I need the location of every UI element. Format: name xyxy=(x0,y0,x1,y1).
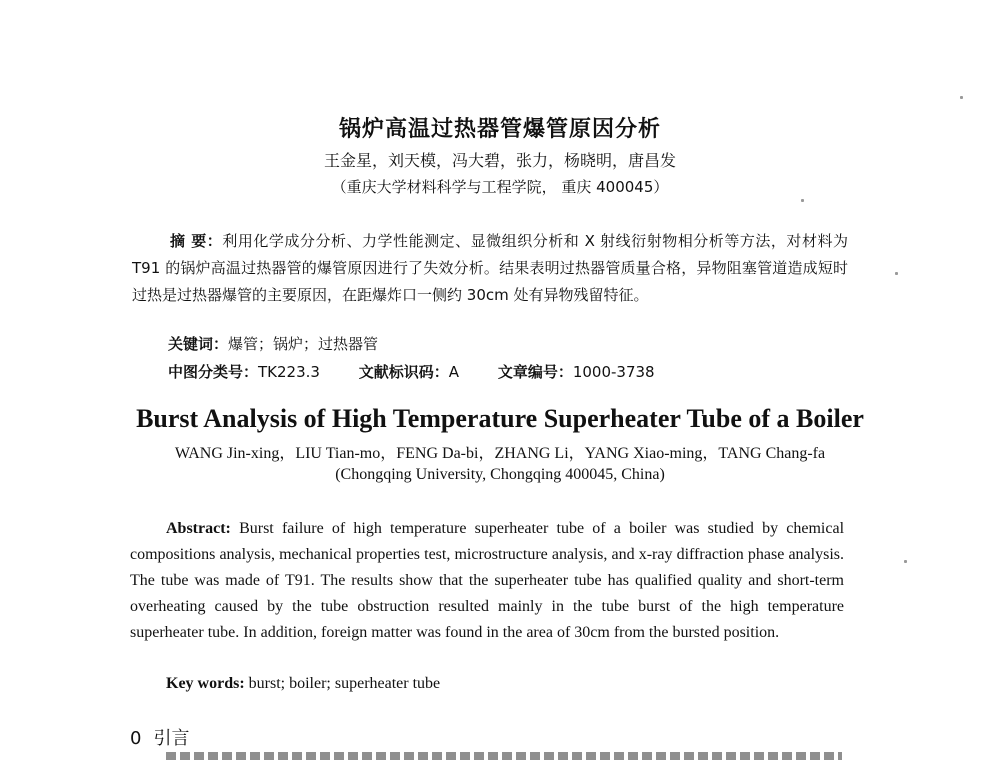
english-abstract-label: Abstract: xyxy=(166,520,231,537)
cutoff-text-line xyxy=(166,752,842,760)
english-keywords-label: Key words: xyxy=(166,675,245,692)
scan-speck xyxy=(895,272,898,275)
english-title: Burst Analysis of High Temperature Superheater Tube of a Boiler xyxy=(136,404,864,433)
chinese-affiliation: （重庆大学材料科学与工程学院， 重庆 400045） xyxy=(331,178,669,196)
chinese-authors: 王金星，刘天模，冯大碧，张力，杨晓明，唐昌发 xyxy=(323,151,676,170)
section-heading-introduction xyxy=(130,724,189,750)
english-abstract-text: Burst failure of high temperature superheater tube of a boiler was studied by chemical compositions analysis, mechanical properties test, microstructure analysis, and x-ray diffraction phase analysis. The tube was made of T91. The results show that the superheater tube has qualified quality and short-term overheating caused by the tube obstruction resulted mainly in the tube burst of the high temperature superheater tube. In addition, foreign matter was found in the area of 30cm from the bursted position. xyxy=(130,520,845,641)
section-number: 0 xyxy=(130,728,142,749)
clc-label: 中图分类号： xyxy=(168,363,259,381)
article-number-label: 文章编号： xyxy=(497,363,573,381)
chinese-abstract xyxy=(132,228,848,309)
chinese-keywords-text: 爆管；锅炉；过热器管 xyxy=(228,335,379,353)
chinese-abstract-text: 利用化学成分分析、力学性能测定、显微组织分析和 X 射线衍射物相分析等方法，对材料为 T91 的锅炉高温过热器管的爆管原因进行了失效分析。结果表明过热器管质量合格，异物阻塞管道造成短时过热是过热器爆管的主要原因，在距爆炸口一侧约 30cm 处有异物残留特征。 xyxy=(132,232,848,304)
document-code-value: A xyxy=(448,363,460,381)
clc-value: TK223.3 xyxy=(258,363,320,381)
scan-speck xyxy=(960,96,963,99)
scan-speck xyxy=(904,560,907,563)
truncated-body-text xyxy=(166,752,842,760)
clc-number xyxy=(168,361,320,382)
english-keywords xyxy=(166,675,440,693)
english-abstract xyxy=(130,516,844,646)
document-code-label: 文献标识码： xyxy=(358,363,449,381)
chinese-keywords xyxy=(168,333,378,354)
english-authors: WANG Jin-xing，LIU Tian-mo，FENG Da-bi，ZHANG Li，YANG Xiao-ming，TANG Chang-fa xyxy=(174,445,826,462)
article-number xyxy=(498,361,655,382)
article-number-value: 1000-3738 xyxy=(572,363,655,381)
chinese-abstract-label: 摘 要： xyxy=(170,232,223,250)
english-affiliation: (Chongqing University, Chongqing 400045, China) xyxy=(335,466,665,483)
english-keywords-text: burst; boiler; superheater tube xyxy=(248,675,441,692)
scan-speck xyxy=(801,199,804,202)
classification-line xyxy=(168,361,689,382)
section-title: 引言 xyxy=(153,728,190,749)
chinese-title: 锅炉高温过热器管爆管原因分析 xyxy=(338,117,661,142)
chinese-keywords-label: 关键词： xyxy=(168,335,229,353)
document-code xyxy=(359,361,459,382)
